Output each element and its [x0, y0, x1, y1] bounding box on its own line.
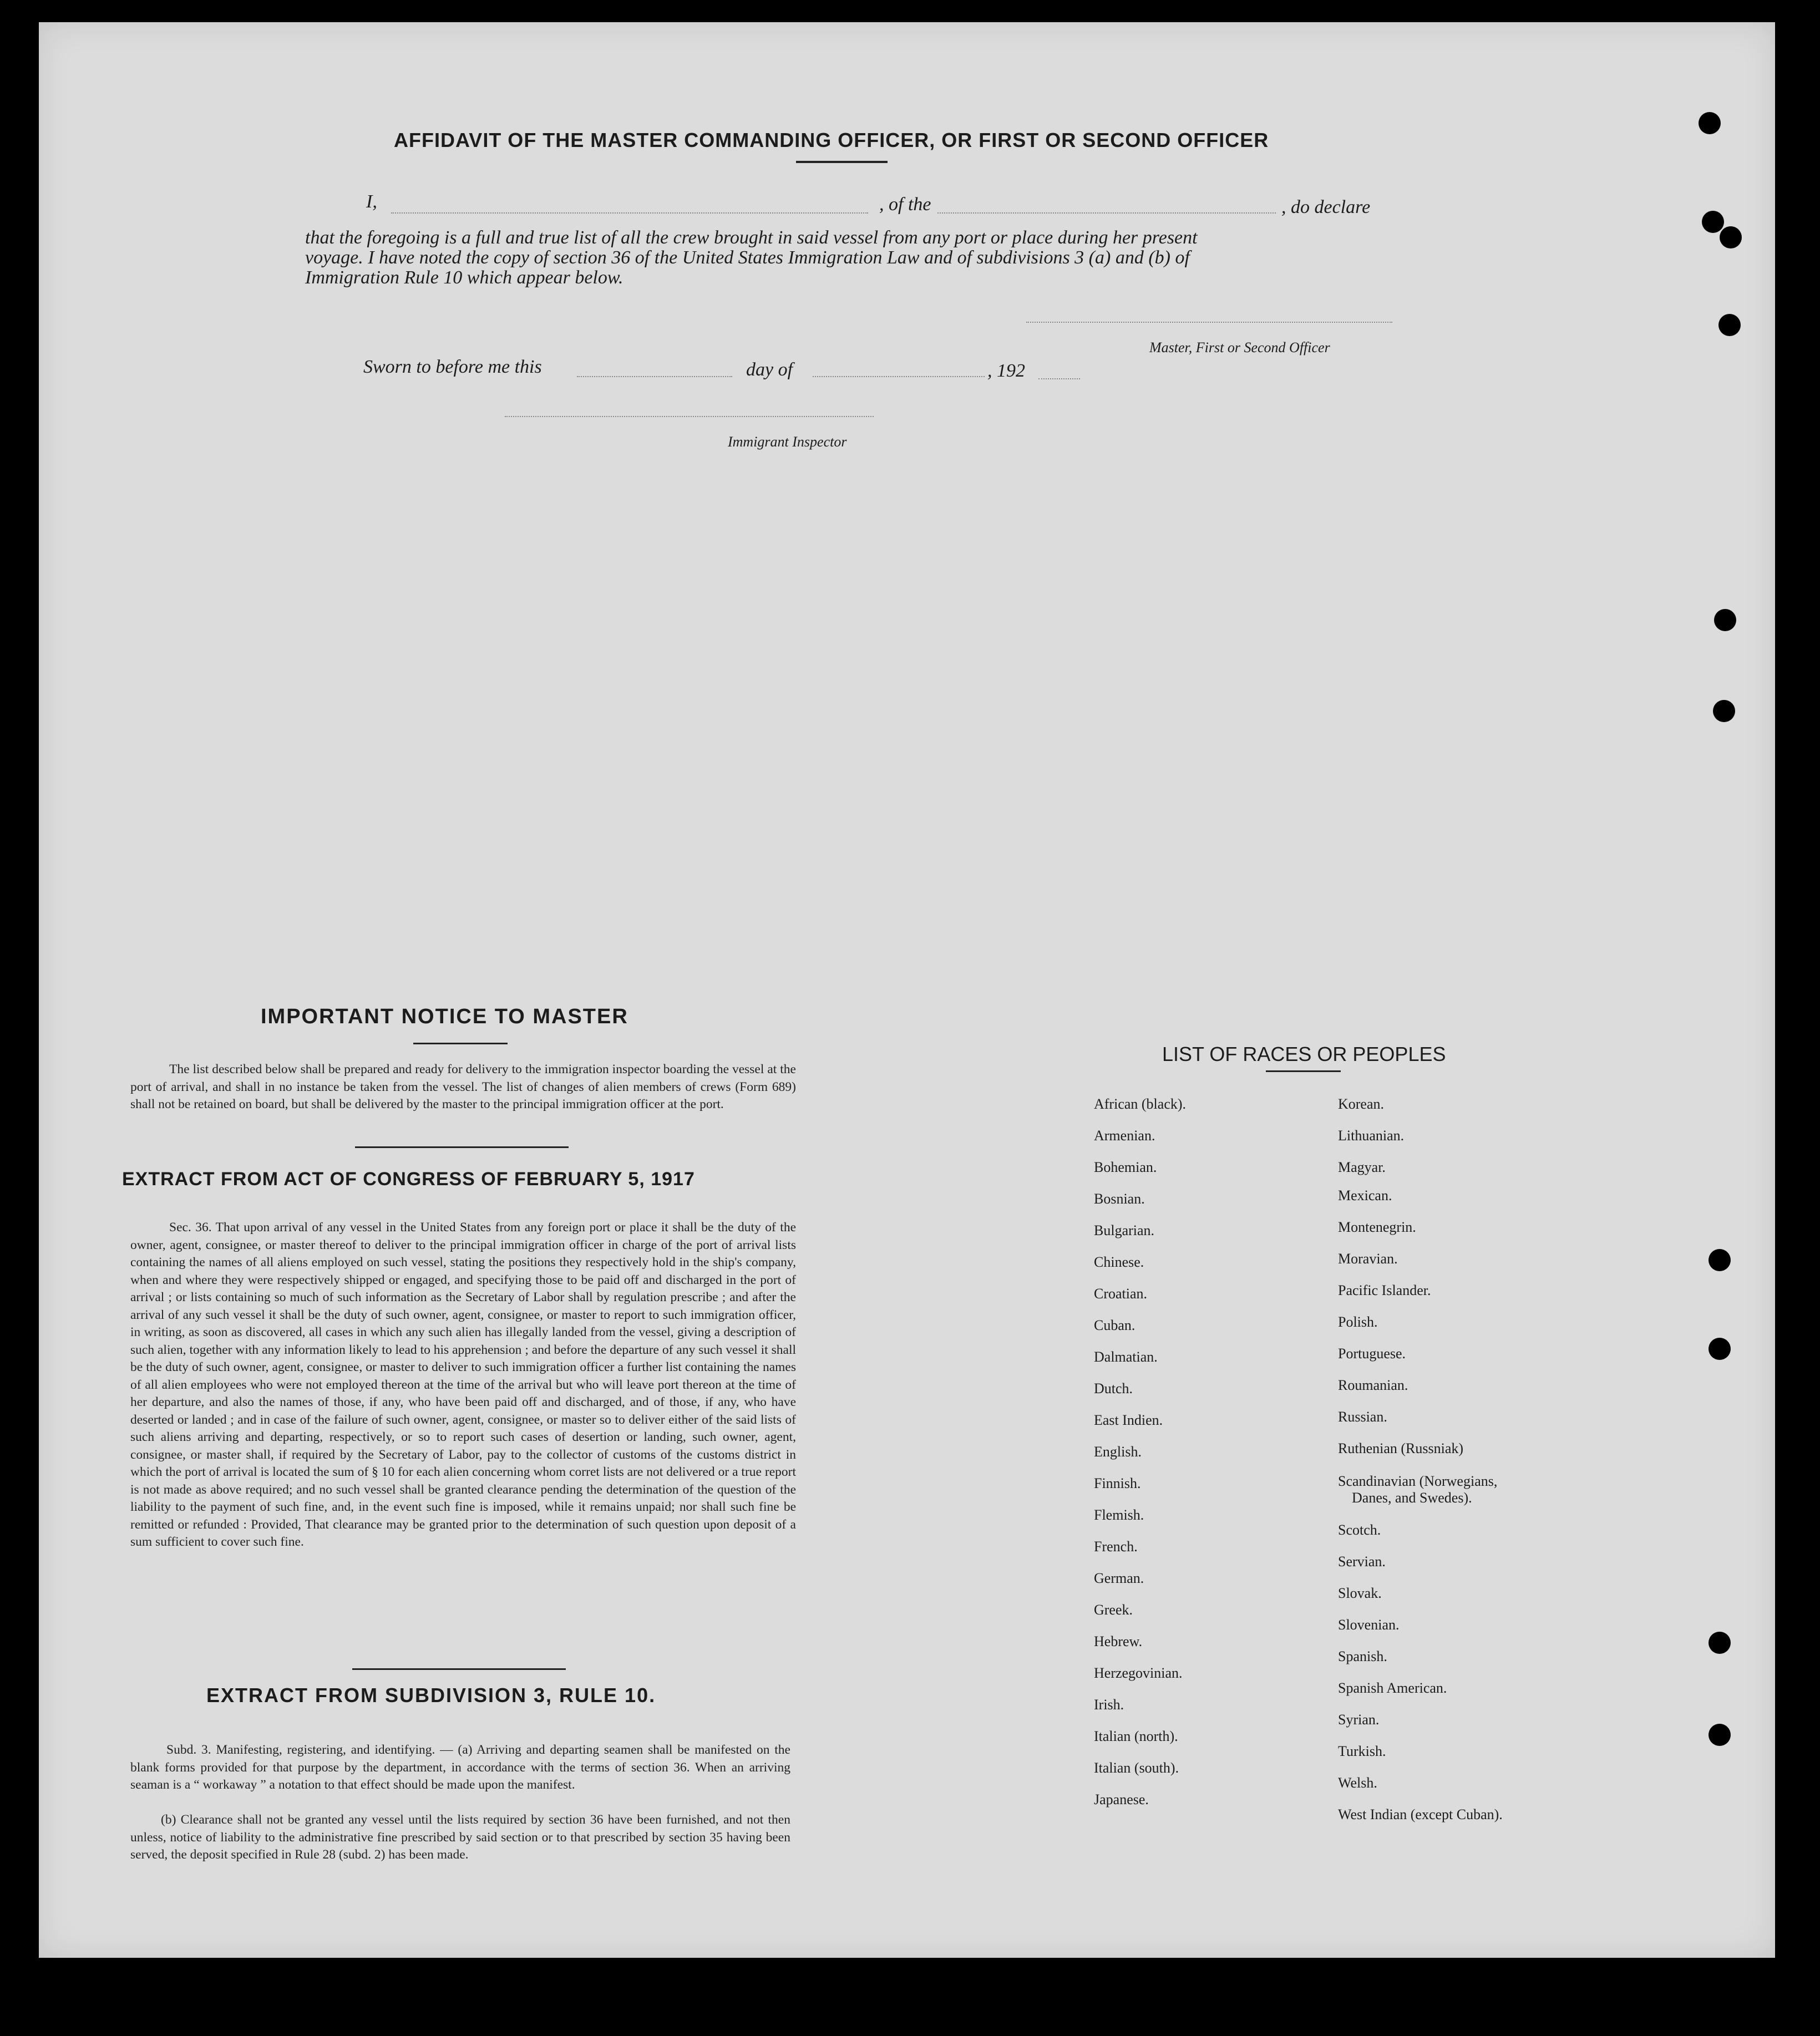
- punch-hole: [1714, 609, 1736, 631]
- race-item: Danes, and Swedes).: [1352, 1490, 1472, 1506]
- declaration-line-3: Immigration Rule 10 which appear below.: [305, 267, 623, 288]
- race-item: Lithuanian.: [1338, 1128, 1405, 1144]
- rule-extract-title: EXTRACT FROM SUBDIVISION 3, RULE 10.: [206, 1684, 656, 1707]
- document-page: [39, 22, 1775, 1958]
- race-item: Russian.: [1338, 1409, 1387, 1425]
- notice-divider: [355, 1146, 569, 1148]
- race-item: Pacific Islander.: [1338, 1282, 1431, 1298]
- race-item: Italian (south).: [1094, 1760, 1179, 1776]
- of-the-label: , of the: [879, 194, 931, 215]
- do-declare-label: , do declare: [1281, 197, 1371, 217]
- punch-hole: [1713, 700, 1735, 722]
- master-signature-label: Master, First or Second Officer: [1149, 339, 1330, 356]
- race-item: West Indian (except Cuban).: [1338, 1806, 1503, 1822]
- year-field[interactable]: [1038, 378, 1080, 379]
- sworn-label: Sworn to before me this: [363, 357, 542, 377]
- race-item: Portuguese.: [1338, 1346, 1406, 1362]
- year-label: , 192: [987, 361, 1025, 381]
- punch-hole: [1702, 211, 1724, 233]
- name-field[interactable]: [391, 212, 868, 214]
- race-item: Bohemian.: [1094, 1159, 1157, 1175]
- race-item: Polish.: [1338, 1314, 1378, 1330]
- punch-hole: [1720, 226, 1742, 248]
- race-item: Italian (north).: [1094, 1728, 1178, 1744]
- act-divider: [352, 1668, 566, 1670]
- affidavit-title: AFFIDAVIT OF THE MASTER COMMANDING OFFICER, OR FIRST OR SECOND OFFICER: [394, 129, 1269, 151]
- race-item: Ruthenian (Russniak): [1338, 1440, 1464, 1456]
- month-field[interactable]: [813, 376, 985, 377]
- day-field[interactable]: [577, 376, 732, 377]
- race-item: Slovenian.: [1338, 1617, 1400, 1633]
- race-item: Servian.: [1338, 1553, 1386, 1570]
- race-item: Chinese.: [1094, 1254, 1144, 1270]
- race-item: Montenegrin.: [1338, 1219, 1416, 1235]
- race-item: Scandinavian (Norwegians,: [1338, 1473, 1498, 1489]
- declaration-line-2: voyage. I have noted the copy of section 36 of the United States Immigration Law and of subdivisions 3 (a) and (b) of: [305, 247, 1190, 268]
- race-item: Japanese.: [1094, 1791, 1149, 1807]
- race-item: Croatian.: [1094, 1286, 1148, 1302]
- race-item: Spanish.: [1338, 1648, 1387, 1664]
- races-title: LIST OF RACES OR PEOPLES: [1162, 1043, 1446, 1065]
- punch-hole: [1699, 112, 1721, 134]
- race-item: Herzegovinian.: [1094, 1665, 1183, 1681]
- race-item: Armenian.: [1094, 1128, 1155, 1144]
- race-item: Bosnian.: [1094, 1191, 1145, 1207]
- race-item: Dalmatian.: [1094, 1349, 1158, 1365]
- race-item: Greek.: [1094, 1602, 1133, 1618]
- inspector-signature-field[interactable]: [505, 416, 874, 417]
- race-item: Welsh.: [1338, 1775, 1377, 1791]
- race-item: English.: [1094, 1444, 1142, 1460]
- act-extract-title: EXTRACT FROM ACT OF CONGRESS OF FEBRUARY 5, 1917: [122, 1169, 695, 1190]
- race-item: Cuban.: [1094, 1317, 1135, 1333]
- race-item: Spanish American.: [1338, 1680, 1447, 1696]
- scan-border: [0, 1958, 1820, 2036]
- notice-title: IMPORTANT NOTICE TO MASTER: [261, 1005, 628, 1028]
- race-item: Magyar.: [1338, 1159, 1386, 1175]
- race-item: Turkish.: [1338, 1743, 1386, 1759]
- title-underline: [796, 161, 888, 163]
- race-item: Flemish.: [1094, 1507, 1144, 1523]
- punch-hole: [1709, 1338, 1731, 1360]
- punch-hole: [1709, 1632, 1731, 1654]
- races-underline: [1266, 1070, 1341, 1072]
- race-item: Hebrew.: [1094, 1633, 1143, 1649]
- race-item: Dutch.: [1094, 1380, 1133, 1397]
- race-item: Finnish.: [1094, 1475, 1141, 1491]
- master-signature-field[interactable]: [1026, 322, 1392, 323]
- race-item: Roumanian.: [1338, 1377, 1408, 1393]
- race-item: Syrian.: [1338, 1712, 1380, 1728]
- race-item: Korean.: [1338, 1096, 1385, 1112]
- punch-hole: [1709, 1249, 1731, 1271]
- punch-hole: [1718, 314, 1741, 336]
- race-item: Moravian.: [1338, 1251, 1398, 1267]
- rule-extract-text-a: Subd. 3. Manifesting, registering, and identifying. — (a) Arriving and departing seamen shall be manifested on the blank forms provided for that purpose by the department, in accordance with the terms of section 36. When an arriving seaman is a “ workaway ” a notation to that effect should be made upon the manifest.: [130, 1743, 790, 1792]
- race-item: Scotch.: [1338, 1522, 1381, 1538]
- race-item: Bulgarian.: [1094, 1222, 1155, 1238]
- rule-extract-text-b: (b) Clearance shall not be granted any vessel until the lists required by section 36 have been furnished, and not then unless, notice of liability to the administrative fine prescribed by said section or to that prescribed by section 35 having been served, the deposit specified in Rule 28 (subd. 2) has been made.: [130, 1812, 790, 1862]
- day-of-label: day of: [746, 359, 793, 380]
- race-item: German.: [1094, 1570, 1144, 1586]
- race-item: Mexican.: [1338, 1187, 1392, 1204]
- notice-text: The list described below shall be prepared and ready for delivery to the immigration inspector boarding the vessel at the port of arrival, and shall in no instance be taken from the vessel. The list of changes of alien members of crews (Form 689) shall not be retained on board, but shall be delivered by the master to the principal immigration officer at the port.: [130, 1062, 796, 1111]
- inspector-signature-label: Immigrant Inspector: [728, 434, 847, 450]
- declarant-label: I,: [366, 191, 377, 212]
- vessel-field[interactable]: [937, 212, 1276, 214]
- race-item: East Indien.: [1094, 1412, 1163, 1428]
- race-item: African (black).: [1094, 1096, 1187, 1112]
- race-item: Irish.: [1094, 1697, 1124, 1713]
- notice-underline: [413, 1043, 508, 1044]
- race-item: Slovak.: [1338, 1585, 1382, 1601]
- declaration-line-1: that the foregoing is a full and true list of all the crew brought in said vessel from any port or place during her present: [305, 227, 1198, 248]
- punch-hole: [1709, 1724, 1731, 1746]
- act-extract-text: Sec. 36. That upon arrival of any vessel in the United States from any foreign port or place it shall be the duty of the owner, agent, consignee, or master thereof to deliver to the principal immigration officer in charge of the port of arrival lists containing the names of all aliens employed on such vessel, stating the positions they respectively hold in the ship's company, when and where they were respectively shipped or engaged, and specifying those to be paid off and discharged in the port of arrival ; or lists containing so much of such information as the Secretary of Labor shall by regulation prescribe ; and after the arrival of any such vessel it shall be the duty of such owner, agent, consignee, or master to report to such immigration officer, in writing, as soon as discovered, all cases in which any such alien has illegally landed from the vessel, giving a description of such alien, together with any information likely to lead to his apprehension ; and before the departure of any such vessel it shall be the duty of such owner, agent, consignee, or master to deliver to such immigration officer a further list containing the names of all alien employees who were not employed thereon at the time of the arrival but who will leave port thereon at the time of her departure, and also the names of those, if any, who have been paid off and discharged, and of those, if any, who have deserted or landed ; and in case of the failure of such owner, agent, consignee, or master so to deliver either of the said lists of such aliens arriving and departing, respectively, or so to report such cases of desertion or landing, such owner, agent, consignee, or master shall, if required by the Secretary of Labor, pay to the collector of customs of the customs district in which the port of arrival is located the sum of § 10 for each alien concerning whom corret lists are not delivered or a true report is not made as above required; and no such vessel shall be granted clearance pending the determination of the question of the liability to the payment of such fine, and, in the event such fine is imposed, while it remains unpaid; nor shall such fine be remitted or refunded : Provided, That clearance may be granted prior to the determination of such question upon deposit of a sum sufficient to cover such fine.: [130, 1220, 796, 1549]
- race-item: French.: [1094, 1539, 1138, 1555]
